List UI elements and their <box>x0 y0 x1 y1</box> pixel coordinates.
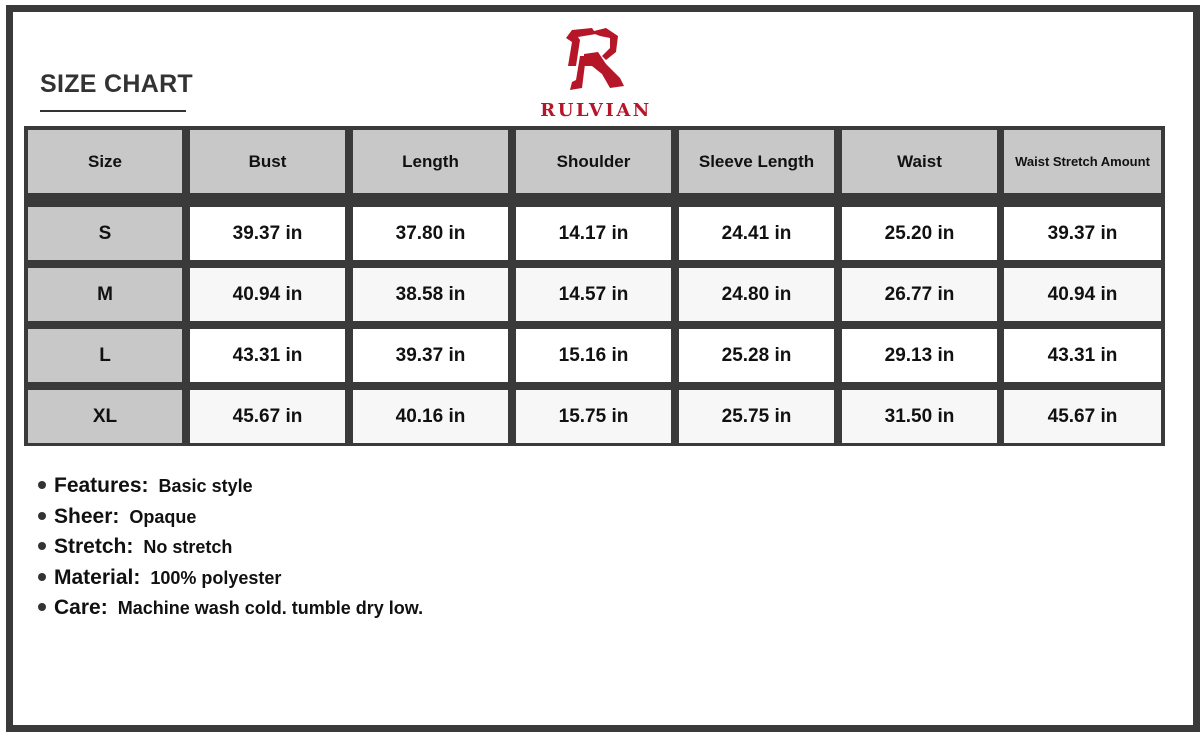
value-cell: 24.80 in <box>679 268 834 321</box>
value-cell: 43.31 in <box>190 329 345 382</box>
value-cell: 45.67 in <box>190 390 345 443</box>
value-cell: 14.17 in <box>516 207 671 260</box>
column-header: Shoulder <box>516 130 671 193</box>
feature-value: Opaque <box>129 506 197 527</box>
column-header: Bust <box>190 130 345 193</box>
column-header: Size <box>28 130 182 193</box>
value-cell: 45.67 in <box>1004 390 1161 443</box>
size-chart-table <box>24 126 1165 446</box>
value-cell: 15.75 in <box>516 390 671 443</box>
value-cell: 31.50 in <box>842 390 997 443</box>
column-header: Waist <box>842 130 997 193</box>
value-cell: 24.41 in <box>679 207 834 260</box>
feature-item <box>38 566 938 597</box>
value-cell: 39.37 in <box>353 329 508 382</box>
page-title: SIZE CHART <box>40 70 193 98</box>
brand-logo <box>526 26 666 124</box>
column-header: Waist Stretch Amount <box>1004 130 1161 193</box>
bullet-icon <box>38 603 46 611</box>
value-cell: 15.16 in <box>516 329 671 382</box>
feature-item <box>38 596 938 627</box>
brand-name: RULVIAN <box>540 100 652 121</box>
value-cell: 40.16 in <box>353 390 508 443</box>
feature-item <box>38 505 938 536</box>
feature-value: No stretch <box>143 537 233 557</box>
value-cell: 39.37 in <box>1004 207 1161 260</box>
value-cell: 43.31 in <box>1004 329 1161 382</box>
feature-value: Machine wash cold. tumble dry low. <box>117 598 424 618</box>
bullet-icon <box>38 542 46 550</box>
value-cell: 40.94 in <box>1004 268 1161 321</box>
feature-item <box>38 535 938 566</box>
bullet-icon <box>38 481 46 489</box>
value-cell: 39.37 in <box>190 207 345 260</box>
size-cell: L <box>28 329 182 382</box>
title-underline <box>40 110 186 112</box>
feature-value: 100% polyester <box>150 567 282 588</box>
value-cell: 26.77 in <box>842 268 997 321</box>
column-header: Length <box>353 130 508 193</box>
bullet-icon <box>38 573 46 581</box>
value-cell: 40.94 in <box>190 268 345 321</box>
feature-label: Stretch: <box>54 535 134 558</box>
size-cell: XL <box>28 390 182 443</box>
feature-label: Features: <box>54 474 149 497</box>
value-cell: 29.13 in <box>842 329 997 382</box>
value-cell: 38.58 in <box>353 268 508 321</box>
column-header: Sleeve Length <box>679 130 834 193</box>
value-cell: 25.20 in <box>842 207 997 260</box>
feature-label: Sheer: <box>54 504 120 528</box>
value-cell: 37.80 in <box>353 207 508 260</box>
value-cell: 14.57 in <box>516 268 671 321</box>
size-cell: M <box>28 268 182 321</box>
feature-label: Care: <box>54 596 108 619</box>
feature-list <box>38 474 938 627</box>
feature-label: Material: <box>54 565 141 589</box>
value-cell: 25.28 in <box>679 329 834 382</box>
feature-value: Basic style <box>158 476 253 496</box>
size-cell: S <box>28 207 182 260</box>
bullet-icon <box>38 512 46 520</box>
feature-item <box>38 474 938 505</box>
value-cell: 25.75 in <box>679 390 834 443</box>
r-monogram-logo-icon <box>562 26 626 92</box>
